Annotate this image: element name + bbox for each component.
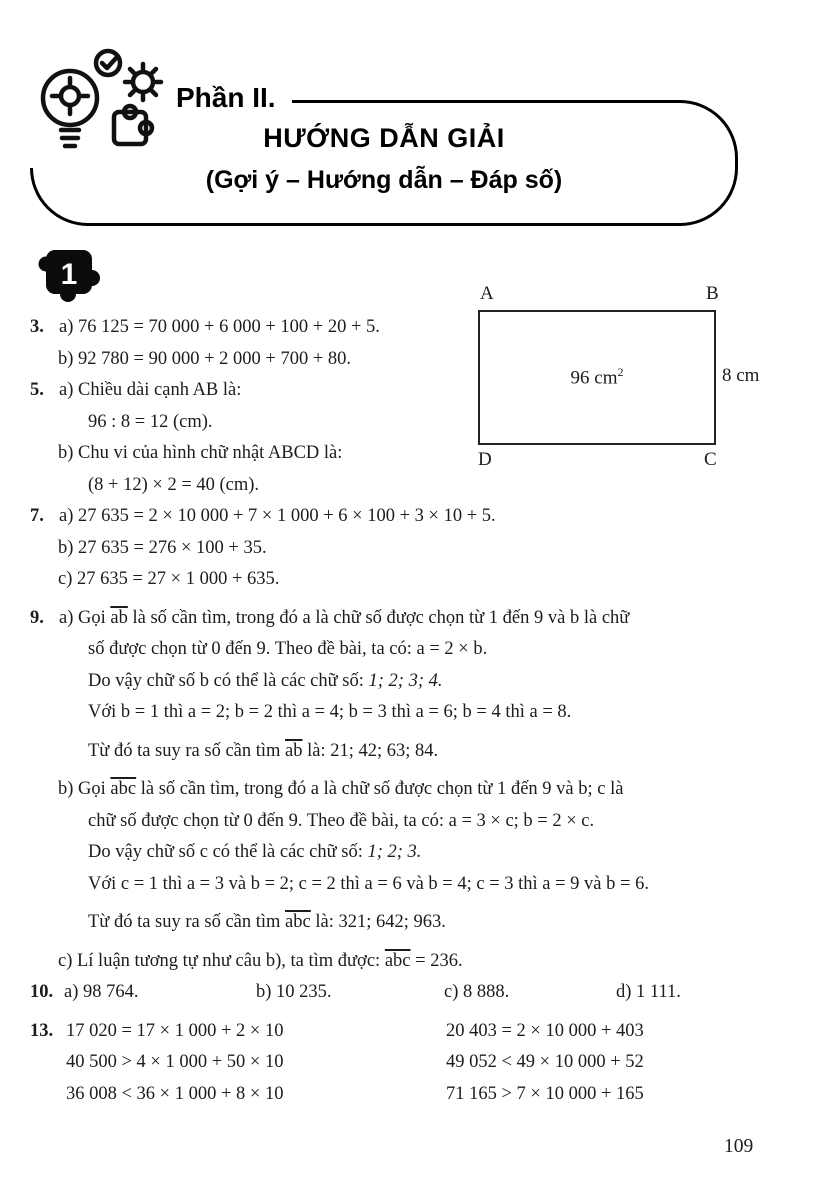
side-length-label: 8 cm [722, 365, 760, 386]
solution-text: là: 21; 42; 63; 84. [302, 740, 439, 761]
area-label: 96 $cm^2$ [570, 365, 624, 389]
solution-text: Do vậy chữ số b có thể là các chữ số: [88, 670, 369, 691]
solution-text: Với b = 1 thì a = 2; b = 2 thì a = 4; b = 3 thì a = 6; b = 4 thì a = 8. [88, 702, 572, 722]
solution-line [88, 407, 770, 439]
solution-text: a) Chiều dài cạnh AB là: [59, 380, 242, 400]
problem-number: 7. [30, 506, 44, 526]
page-title: HƯỚNG DẪN GIẢI [263, 123, 505, 153]
solution-line [58, 774, 770, 806]
solution-line [30, 603, 770, 635]
solution-text: a) Gọi [59, 607, 111, 628]
part-label: Phần II. [170, 82, 292, 118]
solution-text: 96 : 8 = 12 (cm). [88, 411, 213, 432]
solution-text: số được chọn từ 0 đến 9. Theo đề bài, ta có: a = 2 × b. [88, 639, 488, 659]
solution-text: Do vậy chữ số c có thể là các chữ số: [88, 842, 368, 862]
solution-text: b) Gọi [58, 779, 111, 799]
lightbulb-gear-check-puzzle-icon [30, 46, 170, 162]
solution-line [58, 946, 770, 978]
solution-line [88, 697, 770, 729]
page-number: 109 [724, 1136, 754, 1157]
solution-line [88, 736, 770, 768]
overlined-number: $\overline{abc}$ [285, 912, 311, 932]
solution-line [88, 869, 770, 901]
solution-text: 1; 2; 3. [367, 842, 422, 862]
solution-text: a) 27 635 = 2 × 10 000 + 7 × 1 000 + 6 × 100 + 3 × 10 + 5. [59, 506, 496, 526]
solutions [30, 312, 770, 1110]
corner-label-c: C [704, 449, 717, 470]
puzzle-piece-icon [34, 236, 106, 308]
corner-label-a: A [480, 283, 494, 304]
problem-number: 5. [30, 380, 44, 400]
solution-column: 71 165 > 7 × 10 000 + 165 [446, 1083, 644, 1104]
solution-line [88, 666, 770, 698]
solution-line [88, 806, 770, 838]
solution-line [66, 1079, 770, 1111]
solution-text: c) 27 635 = 27 × 1 000 + 635. [58, 569, 280, 589]
solution-line [30, 1016, 770, 1048]
solution-column: 17 020 = 17 × 1 000 + 2 × 10 [66, 1020, 284, 1041]
problem-number: 13. [30, 1020, 54, 1041]
problem-number: 3. [30, 317, 44, 337]
overlined-number: $\overline{ab}$ [285, 740, 303, 761]
solution-text: b) 92 780 = 90 000 + 2 000 + 700 + 80. [58, 348, 352, 369]
solution-text: là số cần tìm, trong đó a là chữ số được chọn từ 1 đến 9 và b là chữ [127, 607, 630, 628]
solution-column: 36 008 < 36 × 1 000 + 8 × 10 [66, 1083, 284, 1104]
solution-line [30, 375, 770, 407]
solution-column: d) 1 111. [616, 982, 681, 1002]
lightbulb-idea-icon [24, 40, 176, 168]
solution-text: là số cần tìm, trong đó a là chữ số được chọn từ 1 đến 9 và b; c là [136, 779, 624, 799]
solution-column: c) 8 888. [444, 982, 510, 1002]
section-badge [34, 236, 106, 308]
solution-line [88, 634, 770, 666]
solution-line [88, 470, 770, 502]
solution-text: a) 76 125 = 70 000 + 6 000 + 100 + 20 + 5. [59, 317, 380, 337]
overlined-number: $\overline{abc}$ [110, 779, 137, 799]
solution-text: Từ đó ta suy ra số cần tìm [88, 912, 286, 932]
solution-line [88, 907, 770, 939]
solution-column: 40 500 > 4 × 1 000 + 50 × 10 [66, 1052, 284, 1072]
overlined-number: $\overline{ab}$ [110, 607, 128, 628]
section-number: 1 [60, 258, 78, 291]
solution-line [58, 564, 770, 596]
solution-text: Từ đó ta suy ra số cần tìm [88, 740, 286, 761]
solution-line [66, 1047, 770, 1079]
solution-line [58, 533, 770, 565]
solution-text: = 236. [410, 950, 463, 971]
overlined-number: $\overline{abc}$ [384, 950, 411, 971]
solution-text: 1; 2; 3; 4. [368, 670, 443, 691]
corner-label-d: D [478, 449, 492, 470]
solution-text: Với c = 1 thì a = 3 và b = 2; c = 2 thì a = 6 và b = 4; c = 3 thì a = 9 và b = 6. [88, 873, 649, 894]
solution-line [30, 312, 770, 344]
problem-number: 9. [30, 607, 44, 628]
solution-text: (8 + 12) × 2 = 40 (cm). [88, 474, 260, 495]
solution-line [30, 977, 770, 1009]
corner-label-b: B [706, 283, 719, 304]
solution-text: b) Chu vi của hình chữ nhật ABCD là: [58, 443, 343, 463]
solution-column: 49 052 < 49 × 10 000 + 52 [446, 1052, 644, 1072]
solution-line [30, 501, 770, 533]
solution-text: b) 27 635 = 276 × 100 + 35. [58, 537, 267, 558]
page-subtitle: (Gợi ý – Hướng dẫn – Đáp số) [205, 166, 563, 194]
solution-column: a) 98 764. [64, 982, 139, 1002]
solution-line [58, 344, 770, 376]
solution-text: là: 321; 642; 963. [310, 912, 446, 932]
solution-column: 20 403 = 2 × 10 000 + 403 [446, 1020, 644, 1041]
solution-line [88, 837, 770, 869]
solution-line [58, 438, 770, 470]
solution-column: b) 10 235. [256, 982, 332, 1002]
problem-number: 10. [30, 982, 54, 1002]
solution-text: c) Lí luận tương tự như câu b), ta tìm được: [58, 950, 385, 971]
solution-text: chữ số được chọn từ 0 đến 9. Theo đề bài, ta có: a = 3 × c; b = 2 × c. [88, 810, 595, 831]
